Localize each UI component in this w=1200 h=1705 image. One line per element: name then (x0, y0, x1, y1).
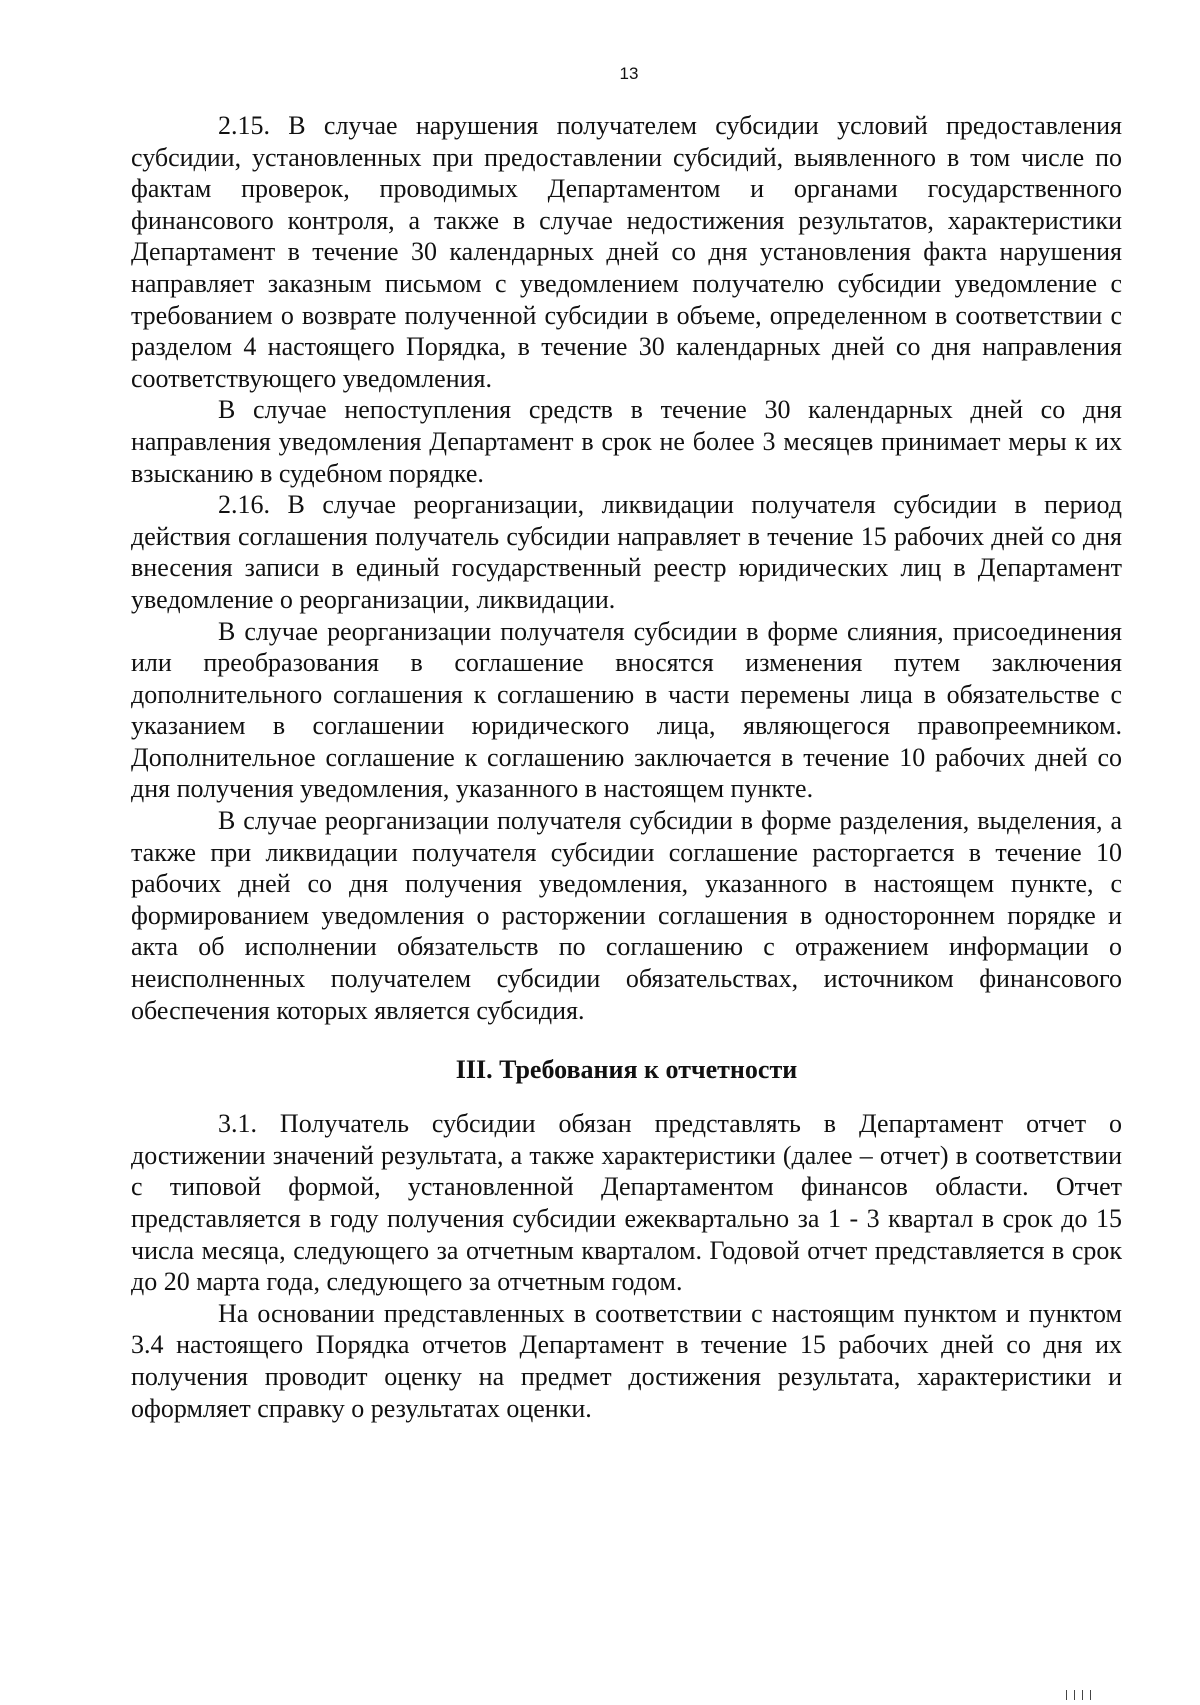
section-heading: III. Требования к отчетности (455, 1055, 798, 1085)
document-body (131, 110, 1122, 1424)
scan-marks (1066, 1687, 1106, 1697)
paragraph-2-15: 2.15. В случае нарушения получателем субсидии условий предоставления субсидии, установленных при предоставлении субсидий, выявленного в том числе по фактам проверок, проводимых Департаментом и органами государственного финансового контроля, а также в случае недостижения результатов, характеристики Департамент в течение 30 календарных дней со дня установления факта нарушения направляет заказным письмом с уведомлением получателю субсидии уведомление с требованием о возврате полученной субсидии в объеме, определенном в соответствии с разделом 4 настоящего Порядка, в течение 30 календарных дней со дня направления соответствующего уведомления. (131, 111, 1122, 393)
paragraph-3-1-evaluation: На основании представленных в соответствии с настоящим пунктом и пунктом 3.4 настоящего Порядка отчетов Департамент в течение 15 рабочих дней со дня их получения проводит оценку на предмет достижения результата, характеристики и оформляет справку о результатах оценки. (131, 1298, 1122, 1423)
paragraph-3-1: 3.1. Получатель субсидии обязан представлять в Департамент отчет о достижении значений результата, а также характеристики (далее – отчет) в соответствии с типовой формой, установленной Департаментом финансов области. Отчет представляется в году получения субсидии ежеквартально за 1 - 3 квартал в срок до 15 числа месяца, следующего за отчетным кварталом. Годовой отчет представляется в срок до 20 марта года, следующего за отчетным годом. (131, 1109, 1122, 1297)
paragraph-2-15-recovery: В случае непоступления средств в течение 30 календарных дней со дня направления уведомления Департамент в срок не более 3 месяцев принимает меры к их взысканию в судебном порядке. (131, 395, 1122, 488)
paragraph-2-16: 2.16. В случае реорганизации, ликвидации получателя субсидии в период действия соглашения получатель субсидии направляет в течение 15 рабочих дней со дня внесения записи в единый государственный реестр юридических лиц в Департамент уведомление о реорганизации, ликвидации. (131, 490, 1122, 614)
paragraph-2-16-merger: В случае реорганизации получателя субсидии в форме слияния, присоединения или преобразования в соглашение вносятся изменения путем заключения дополнительного соглашения к соглашению в части перемены лица в обязательстве с указанием в соглашении юридического лица, являющегося правопреемником. Дополнительное соглашение к соглашению заключается в течение 10 рабочих дней со дня получения уведомления, указанного в настоящем пункте. (131, 616, 1122, 804)
paragraph-2-16-division: В случае реорганизации получателя субсидии в форме разделения, выделения, а также при ликвидации получателя субсидии соглашение расторгается в течение 10 рабочих дней со дня получения уведомления, указанного в настоящем пункте, с формированием уведомления о расторжении соглашения в одностороннем порядке и акта об исполнении обязательств по соглашению с отражением информации о неисполненных получателем субсидии обязательствах, источником финансового обеспечения которых является субсидия. (131, 806, 1122, 1025)
page-number: 13 (619, 64, 639, 83)
